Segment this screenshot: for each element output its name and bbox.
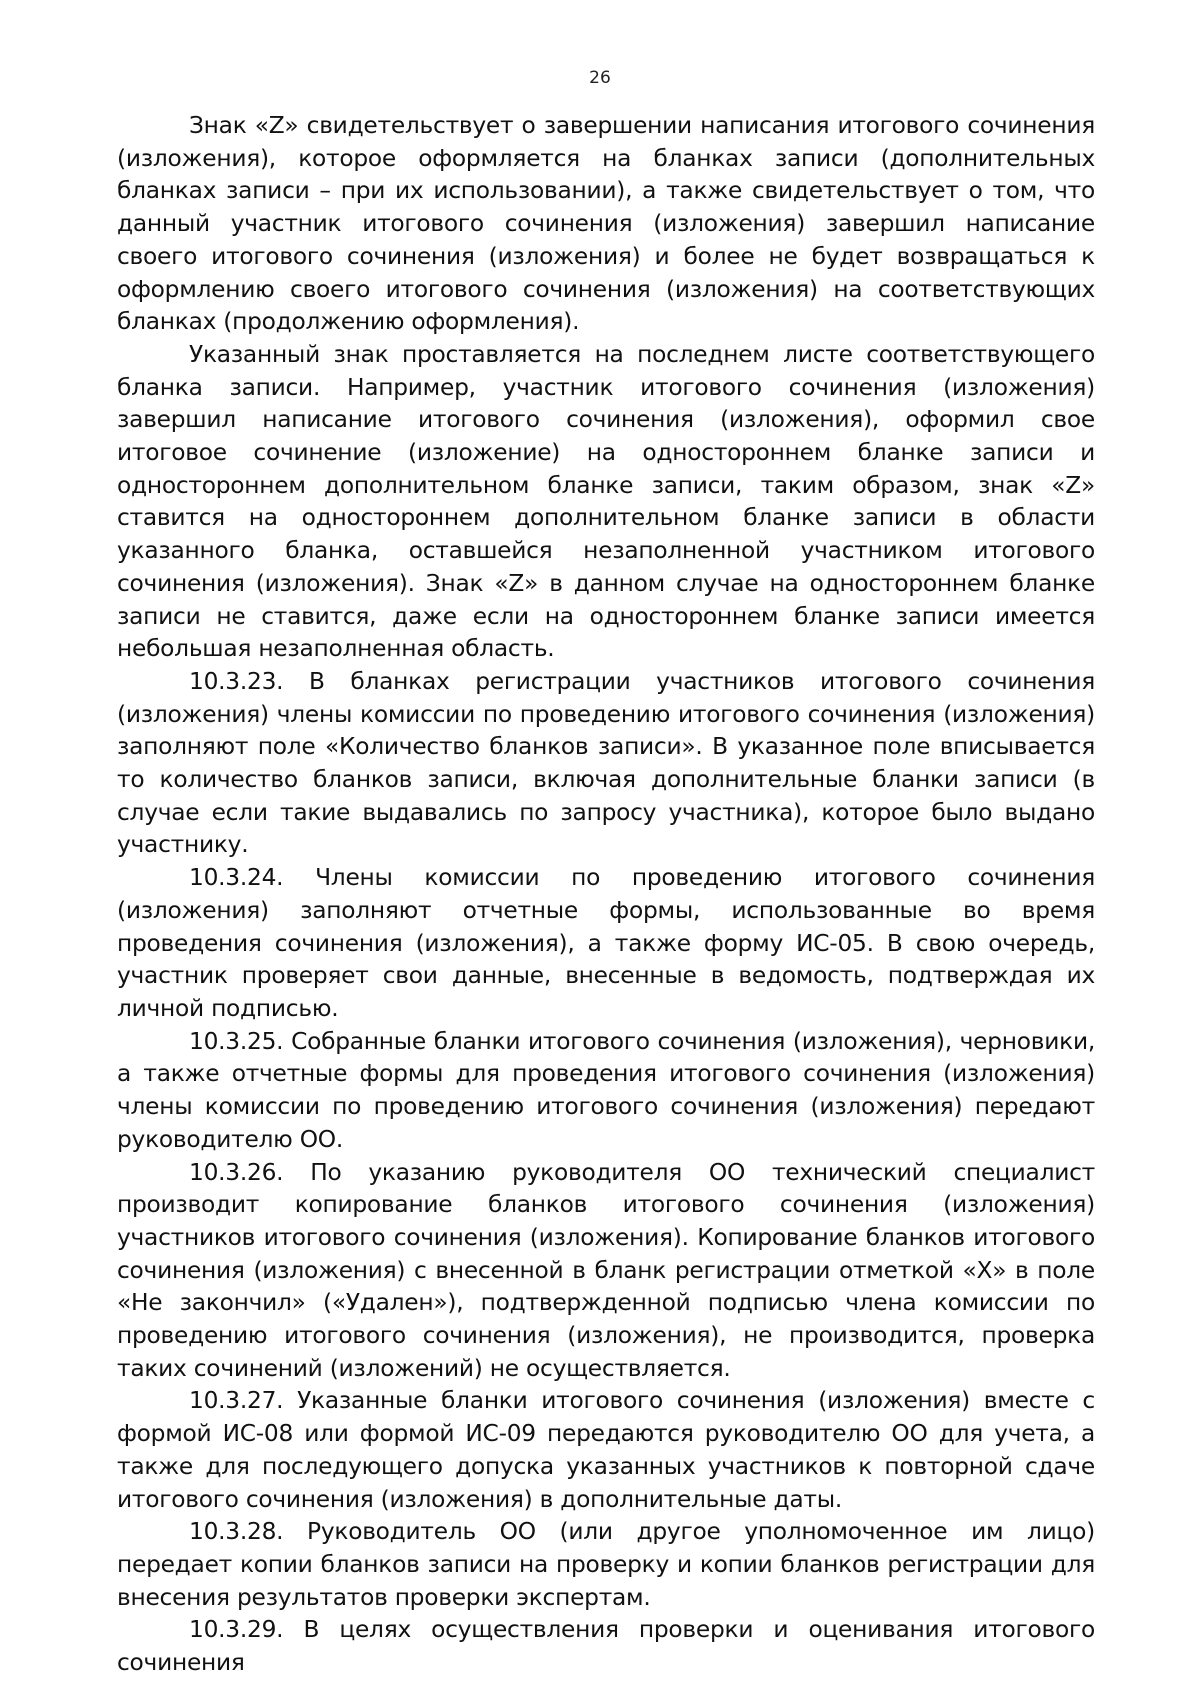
paragraph-10-3-26: 10.3.26. По указанию руководителя ОО технический специалист производит копирование бланков итогового сочинения (изложения) участников итогового сочинения (изложения). Копирование бланков итогового сочинения (изложения) с внесенной в бланк регистрации отметкой «Х» в поле «Не закончил» («Удален»), подтвержденной подписью члена комиссии по проведению итогового сочинения (изложения), не производится, проверка таких сочинений (изложений) не осуществляется. (117, 1158, 1095, 1382)
paragraph-10-3-25: 10.3.25. Собранные бланки итогового сочинения (изложения), черновики, а также отчетные формы для проведения итогового сочинения (изложения) члены комиссии по проведению итогового сочинения (изложения) передают руководителю ОО. (117, 1027, 1095, 1153)
paragraph-10-3-29: 10.3.29. В целях осуществления проверки и оценивания итогового сочинения (117, 1616, 1095, 1677)
paragraph-z-mark-meaning: Знак «Z» свидетельствует о завершении написания итогового сочинения (изложения), которое оформляется на бланках записи (дополнительных бланках записи – при их использовании), а также свидетельствует о том, что данный участник итогового сочинения (изложения) завершил написание своего итогового сочинения (изложения) и более не будет возвращаться к оформлению своего итогового сочинения (изложения) на соответствующих бланках (продолжению оформления). (117, 112, 1095, 336)
document-body (117, 110, 1095, 1680)
paragraph-10-3-27: 10.3.27. Указанные бланки итогового сочинения (изложения) вместе с формой ИС-08 или формой ИС-09 передаются руководителю ОО для учета, а также для последующего допуска указанных участников к повторной сдаче итогового сочинения (изложения) в дополнительные даты. (117, 1387, 1095, 1513)
page-number: 26 (589, 68, 611, 88)
paragraph-z-mark-placement: Указанный знак проставляется на последнем листе соответствующего бланка записи. Например, участник итогового сочинения (изложения) завершил написание итогового сочинения (изложения), оформил свое итоговое сочинение (изложение) на одностороннем бланке записи и одностороннем дополнительном бланке записи, таким образом, знак «Z» ставится на одностороннем дополнительном бланке записи в области указанного бланка, оставшейся незаполненной участником итогового сочинения (изложения). Знак «Z» в данном случае на одностороннем бланке записи не ставится, даже если на одностороннем бланке записи имеется небольшая незаполненная область. (117, 340, 1095, 663)
paragraph-10-3-28: 10.3.28. Руководитель ОО (или другое уполномоченное им лицо) передает копии бланков записи на проверку и копии бланков регистрации для внесения результатов проверки экспертам. (117, 1518, 1095, 1611)
paragraph-10-3-23: 10.3.23. В бланках регистрации участников итогового сочинения (изложения) члены комиссии по проведению итогового сочинения (изложения) заполняют поле «Количество бланков записи». В указанное поле вписывается то количество бланков записи, включая дополнительные бланки записи (в случае если такие выдавались по запросу участника), которое было выдано участнику. (117, 667, 1095, 859)
paragraph-10-3-24: 10.3.24. Члены комиссии по проведению итогового сочинения (изложения) заполняют отчетные формы, использованные во время проведения сочинения (изложения), а также форму ИС-05. В свою очередь, участник проверяет свои данные, внесенные в ведомость, подтверждая их личной подписью. (117, 864, 1095, 1022)
